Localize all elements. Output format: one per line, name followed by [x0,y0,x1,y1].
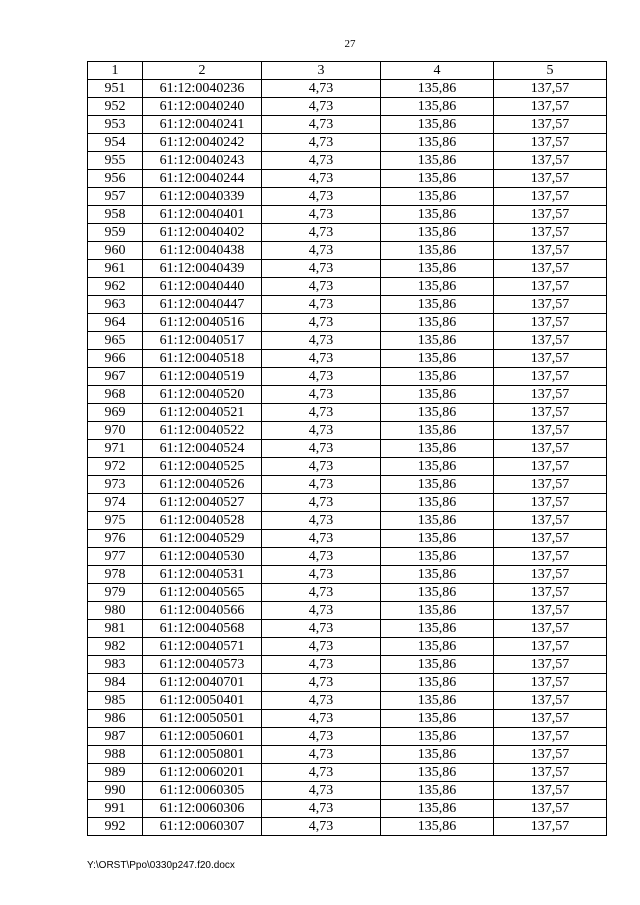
table-row [88,350,607,368]
table-row [88,710,607,728]
table-cell: 137,57 [494,746,607,764]
table-cell: 61:12:0060305 [143,782,262,800]
table-cell: 971 [88,440,143,458]
table-cell: 4,73 [262,440,381,458]
table-cell: 135,86 [381,764,494,782]
table-row [88,296,607,314]
table-cell: 986 [88,710,143,728]
table-cell: 4,73 [262,476,381,494]
table-cell: 61:12:0040518 [143,350,262,368]
table-cell: 4,73 [262,242,381,260]
table-cell: 137,57 [494,368,607,386]
table-cell: 4,73 [262,710,381,728]
table-cell: 135,86 [381,602,494,620]
table-cell: 4,73 [262,566,381,584]
table-cell: 61:12:0040565 [143,584,262,602]
column-header: 1 [88,62,143,80]
table-cell: 135,86 [381,422,494,440]
table-cell: 137,57 [494,548,607,566]
table-cell: 61:12:0040241 [143,116,262,134]
table-cell: 61:12:0040240 [143,98,262,116]
table-cell: 135,86 [381,512,494,530]
table-cell: 959 [88,224,143,242]
table-cell: 967 [88,368,143,386]
table-cell: 135,86 [381,386,494,404]
table-cell: 977 [88,548,143,566]
table-cell: 4,73 [262,98,381,116]
table-cell: 135,86 [381,404,494,422]
table-row [88,332,607,350]
table-row [88,152,607,170]
table-row [88,80,607,98]
table-row [88,728,607,746]
table-cell: 135,86 [381,314,494,332]
table-cell: 137,57 [494,710,607,728]
table-cell: 4,73 [262,422,381,440]
table-row [88,278,607,296]
table-cell: 4,73 [262,188,381,206]
table-cell: 987 [88,728,143,746]
table-cell: 135,86 [381,638,494,656]
table-cell: 956 [88,170,143,188]
table-cell: 137,57 [494,458,607,476]
table-row [88,368,607,386]
table-cell: 951 [88,80,143,98]
table-cell: 4,73 [262,170,381,188]
table-cell: 4,73 [262,800,381,818]
table-row [88,98,607,116]
table-cell: 61:12:0060306 [143,800,262,818]
table-row [88,206,607,224]
table-cell: 4,73 [262,206,381,224]
table-row [88,566,607,584]
table-cell: 137,57 [494,404,607,422]
table-cell: 4,73 [262,530,381,548]
table-cell: 135,86 [381,584,494,602]
table-row [88,620,607,638]
table-cell: 4,73 [262,818,381,836]
table-cell: 61:12:0040440 [143,278,262,296]
table-cell: 989 [88,764,143,782]
table-cell: 137,57 [494,152,607,170]
table-cell: 61:12:0040243 [143,152,262,170]
table-cell: 135,86 [381,476,494,494]
table-row [88,260,607,278]
table-cell: 4,73 [262,656,381,674]
table-cell: 135,86 [381,332,494,350]
table-cell: 61:12:0040236 [143,80,262,98]
data-table [87,61,607,836]
table-cell: 4,73 [262,260,381,278]
table-cell: 61:12:0040438 [143,242,262,260]
table-body [88,80,607,836]
table-row [88,764,607,782]
table-cell: 952 [88,98,143,116]
table-cell: 137,57 [494,98,607,116]
table-row [88,692,607,710]
page-number: 27 [344,38,356,50]
table-cell: 135,86 [381,296,494,314]
table-cell: 137,57 [494,800,607,818]
table-cell: 135,86 [381,800,494,818]
table-cell: 135,86 [381,188,494,206]
table-cell: 61:12:0050501 [143,710,262,728]
table-cell: 135,86 [381,656,494,674]
table-cell: 4,73 [262,620,381,638]
table-cell: 988 [88,746,143,764]
table-cell: 137,57 [494,818,607,836]
table-cell: 135,86 [381,80,494,98]
table-cell: 137,57 [494,260,607,278]
table-cell: 991 [88,800,143,818]
table-cell: 137,57 [494,764,607,782]
table-cell: 137,57 [494,314,607,332]
table-cell: 61:12:0040521 [143,404,262,422]
table-row [88,458,607,476]
table-row [88,476,607,494]
table-cell: 137,57 [494,638,607,656]
column-header: 2 [143,62,262,80]
table-row [88,494,607,512]
table-cell: 4,73 [262,692,381,710]
table-cell: 955 [88,152,143,170]
table-cell: 61:12:0040447 [143,296,262,314]
table-cell: 61:12:0040339 [143,188,262,206]
table-cell: 4,73 [262,764,381,782]
table-cell: 135,86 [381,566,494,584]
table-cell: 135,86 [381,152,494,170]
table-row [88,638,607,656]
table-cell: 61:12:0040401 [143,206,262,224]
table-cell: 61:12:0040525 [143,458,262,476]
table-cell: 61:12:0060201 [143,764,262,782]
table-cell: 61:12:0040244 [143,170,262,188]
column-header: 4 [381,62,494,80]
table-cell: 135,86 [381,260,494,278]
table-cell: 4,73 [262,512,381,530]
table-cell: 135,86 [381,782,494,800]
table-cell: 61:12:0040439 [143,260,262,278]
table-cell: 61:12:0050401 [143,692,262,710]
table-cell: 4,73 [262,674,381,692]
table-row [88,746,607,764]
table-cell: 960 [88,242,143,260]
table-cell: 135,86 [381,98,494,116]
table-cell: 4,73 [262,350,381,368]
table-row [88,134,607,152]
table-cell: 137,57 [494,566,607,584]
table-cell: 4,73 [262,782,381,800]
table-row [88,440,607,458]
table-cell: 135,86 [381,746,494,764]
table-cell: 137,57 [494,512,607,530]
table-cell: 983 [88,656,143,674]
table-cell: 61:12:0040568 [143,620,262,638]
table-row [88,602,607,620]
table-row [88,674,607,692]
table-row [88,584,607,602]
table-cell: 137,57 [494,224,607,242]
table-row [88,188,607,206]
table-cell: 135,86 [381,818,494,836]
table-cell: 4,73 [262,728,381,746]
table-cell: 985 [88,692,143,710]
table-row [88,386,607,404]
column-header: 5 [494,62,607,80]
table-cell: 135,86 [381,116,494,134]
table-cell: 4,73 [262,494,381,512]
table-cell: 979 [88,584,143,602]
table-cell: 61:12:0040573 [143,656,262,674]
table-cell: 135,86 [381,242,494,260]
table-cell: 4,73 [262,116,381,134]
table-row [88,548,607,566]
table-cell: 135,86 [381,692,494,710]
table-cell: 61:12:0040531 [143,566,262,584]
table-cell: 984 [88,674,143,692]
table-cell: 137,57 [494,782,607,800]
table-cell: 4,73 [262,332,381,350]
table-cell: 958 [88,206,143,224]
table-cell: 135,86 [381,206,494,224]
table-cell: 137,57 [494,134,607,152]
table-cell: 61:12:0040516 [143,314,262,332]
table-cell: 61:12:0040520 [143,386,262,404]
table-cell: 954 [88,134,143,152]
table-cell: 137,57 [494,584,607,602]
table-cell: 4,73 [262,278,381,296]
table-cell: 973 [88,476,143,494]
table-cell: 61:12:0040701 [143,674,262,692]
table-cell: 953 [88,116,143,134]
table-cell: 135,86 [381,368,494,386]
table-cell: 4,73 [262,152,381,170]
table-cell: 4,73 [262,548,381,566]
table-cell: 4,73 [262,602,381,620]
table-cell: 137,57 [494,440,607,458]
table-cell: 135,86 [381,494,494,512]
table-cell: 61:12:0040524 [143,440,262,458]
table-cell: 135,86 [381,278,494,296]
table-cell: 135,86 [381,548,494,566]
table-cell: 4,73 [262,368,381,386]
table-cell: 980 [88,602,143,620]
table-cell: 61:12:0040571 [143,638,262,656]
table-row [88,404,607,422]
table-cell: 981 [88,620,143,638]
table-row [88,782,607,800]
table-cell: 137,57 [494,80,607,98]
table-row [88,800,607,818]
table-cell: 974 [88,494,143,512]
table-cell: 964 [88,314,143,332]
table-cell: 961 [88,260,143,278]
table-row [88,530,607,548]
table-cell: 972 [88,458,143,476]
table-cell: 4,73 [262,224,381,242]
table-cell: 137,57 [494,728,607,746]
table-cell: 982 [88,638,143,656]
table-cell: 968 [88,386,143,404]
table-cell: 135,86 [381,620,494,638]
table-cell: 61:12:0060307 [143,818,262,836]
table-cell: 135,86 [381,134,494,152]
table-row [88,224,607,242]
table-cell: 61:12:0040517 [143,332,262,350]
table-cell: 135,86 [381,674,494,692]
table-cell: 135,86 [381,224,494,242]
table-cell: 137,57 [494,422,607,440]
table-cell: 975 [88,512,143,530]
table-cell: 990 [88,782,143,800]
table-cell: 135,86 [381,440,494,458]
table-cell: 4,73 [262,458,381,476]
table-cell: 61:12:0040528 [143,512,262,530]
table-cell: 965 [88,332,143,350]
table-cell: 4,73 [262,638,381,656]
table-row [88,512,607,530]
table-cell: 135,86 [381,728,494,746]
table-row [88,170,607,188]
table-cell: 137,57 [494,296,607,314]
table-cell: 135,86 [381,458,494,476]
column-header: 3 [262,62,381,80]
table-cell: 61:12:0050801 [143,746,262,764]
table-cell: 137,57 [494,242,607,260]
table-cell: 61:12:0040522 [143,422,262,440]
table-row [88,116,607,134]
table-cell: 61:12:0050601 [143,728,262,746]
table-cell: 137,57 [494,188,607,206]
table-header-row [88,62,607,80]
table-cell: 976 [88,530,143,548]
table-cell: 4,73 [262,314,381,332]
table-row [88,422,607,440]
table-cell: 135,86 [381,350,494,368]
table-cell: 137,57 [494,386,607,404]
table-row [88,242,607,260]
table-row [88,656,607,674]
table-row [88,818,607,836]
table-cell: 4,73 [262,746,381,764]
table-cell: 4,73 [262,134,381,152]
table-cell: 61:12:0040242 [143,134,262,152]
table-cell: 963 [88,296,143,314]
table-cell: 137,57 [494,476,607,494]
table-cell: 970 [88,422,143,440]
table-cell: 137,57 [494,350,607,368]
table-cell: 61:12:0040519 [143,368,262,386]
table-cell: 137,57 [494,620,607,638]
table-cell: 962 [88,278,143,296]
table-cell: 137,57 [494,692,607,710]
table-cell: 61:12:0040530 [143,548,262,566]
table-row [88,314,607,332]
table-cell: 137,57 [494,674,607,692]
table-cell: 137,57 [494,278,607,296]
table-cell: 61:12:0040402 [143,224,262,242]
table-cell: 137,57 [494,530,607,548]
table-cell: 61:12:0040526 [143,476,262,494]
table-cell: 969 [88,404,143,422]
table-cell: 137,57 [494,170,607,188]
table-cell: 137,57 [494,116,607,134]
table-cell: 4,73 [262,386,381,404]
table-cell: 135,86 [381,530,494,548]
table-cell: 966 [88,350,143,368]
table-cell: 61:12:0040566 [143,602,262,620]
table-cell: 957 [88,188,143,206]
table-cell: 4,73 [262,584,381,602]
table-cell: 135,86 [381,170,494,188]
table-cell: 61:12:0040529 [143,530,262,548]
table-cell: 137,57 [494,656,607,674]
table-cell: 4,73 [262,404,381,422]
table-cell: 61:12:0040527 [143,494,262,512]
table-cell: 4,73 [262,296,381,314]
table-cell: 137,57 [494,494,607,512]
table-cell: 137,57 [494,602,607,620]
footer-file-path: Y:\ORST\Ppo\0330p247.f20.docx [87,860,235,871]
table-cell: 135,86 [381,710,494,728]
table-cell: 4,73 [262,80,381,98]
table-cell: 992 [88,818,143,836]
table-cell: 137,57 [494,332,607,350]
table-cell: 137,57 [494,206,607,224]
table-cell: 978 [88,566,143,584]
